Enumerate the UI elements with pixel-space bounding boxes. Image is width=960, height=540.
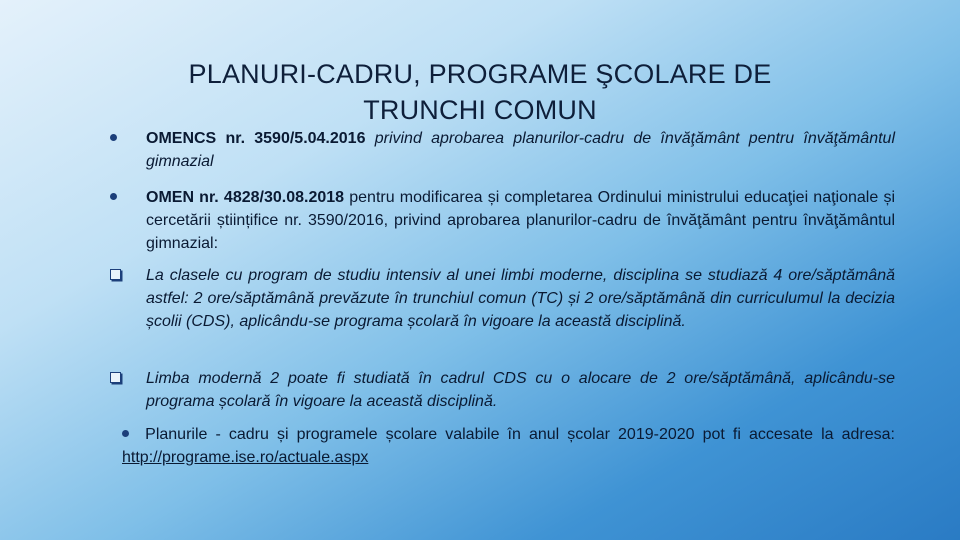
omencs-description: privind aprobarea planurilor-cadru de învăţământ pentru învăţământul gimnazial (146, 130, 896, 170)
title-line-2: TRUNCHI COMUN (363, 95, 597, 126)
programe-link[interactable]: http://programe.ise.ro/actuale.aspx (122, 449, 369, 466)
intensive-language-text: La clasele cu program de studiu intensiv al unei limbi moderne, disciplina se studiază 4 ore/săptămână astfel: 2 ore/săptămână prevăzute în trunchiul comun (TC) și 2 ore/săptămână din curriculumul la decizia școlii (CDS), aplicându-se programa școlară în vigoare la această disciplină. (146, 267, 895, 330)
bullet-dot-icon (110, 186, 136, 209)
omen-description: pentru modificarea și completarea Ordinului ministrului educaţiei naţionale și cercetării științifice nr. 3590/2016, privind aprobarea planurilor-cadru de învăţământ pentru învăţământul gimnazial: (146, 189, 895, 252)
footer-dot-icon (122, 426, 129, 443)
checkbox-item-modern-language-2 (110, 367, 895, 413)
bullet-item-omen (110, 186, 895, 255)
checkbox-bullet-icon (110, 367, 136, 390)
bullet-item-omencs (110, 127, 895, 173)
slide-title (150, 56, 810, 128)
omen-reference: OMEN nr. 4828/30.08.2018 (146, 189, 345, 206)
footer-note (122, 423, 895, 469)
checkbox-bullet-icon (110, 264, 136, 287)
footer-text: Planurile - cadru și programele școlare valabile în anul școlar 2019-2020 pot fi accesate la adresa: (145, 426, 896, 443)
bullet-dot-icon (110, 127, 136, 150)
modern-language-2-text: Limba modernă 2 poate fi studiată în cadrul CDS cu o alocare de 2 ore/săptămână, aplicându-se programa școlară în vigoare la această disciplină. (146, 370, 895, 410)
title-line-1: PLANURI-CADRU, PROGRAME ŞCOLARE DE (188, 59, 772, 90)
omencs-reference: OMENCS nr. 3590/5.04.2016 (146, 130, 366, 147)
checkbox-item-intensive-language (110, 264, 895, 333)
